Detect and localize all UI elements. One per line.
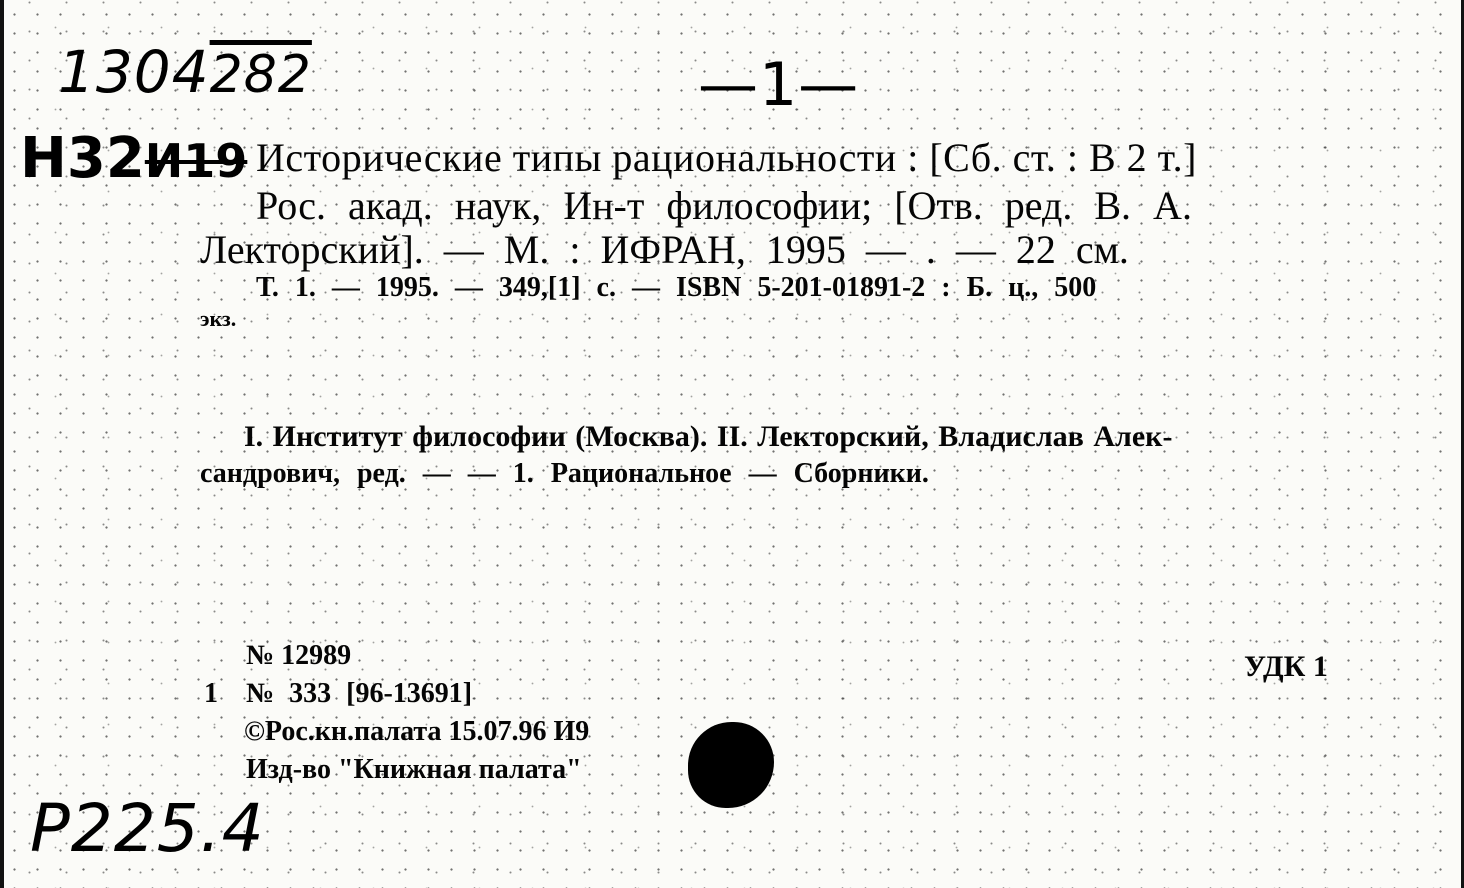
ink-blot xyxy=(688,722,774,808)
publisher-line: Изд-во "Книжная палата" xyxy=(246,754,582,785)
handwritten-number-sub: 282 xyxy=(209,45,312,105)
handwritten-page-mark: —1— xyxy=(698,50,860,120)
tracings-line-1: I. Институт философии (Москва). II. Лекторский, Владислав Алек- xyxy=(244,420,1173,453)
entry-volume-line-cont: экз. xyxy=(200,306,237,331)
tracings-line-2: сандрович, ред. — — 1. Рациональное — Сборники. xyxy=(200,458,929,489)
order-number: № 333 [96-13691] xyxy=(246,678,473,709)
copy-mark: 1 xyxy=(204,678,218,709)
entry-line-2: Рос. акад. наук, Ин-т философии; [Отв. ред. В. А. xyxy=(256,183,1192,228)
udc-code: УДК 1 xyxy=(1244,650,1328,683)
book-chamber-stamp: ©Рос.кн.палата 15.07.96 И9 xyxy=(244,716,590,747)
handwritten-number-main: 1304 xyxy=(58,38,210,106)
entry-line-3: Лекторский]. — М. : ИФРАН, 1995 — . — 22 см. xyxy=(200,227,1129,272)
shelf-mark-struck: И19 xyxy=(144,134,248,188)
handwritten-shelf-mark xyxy=(20,126,247,191)
handwritten-call-number: Р225.4 xyxy=(30,790,265,867)
shelf-mark-code: Н32 xyxy=(20,126,145,191)
card-number: № 12989 xyxy=(246,640,352,671)
entry-volume-line: Т. 1. — 1995. — 349,[1] с. — ISBN 5-201-01891-2 : Б. ц., 500 xyxy=(256,272,1097,303)
handwritten-number xyxy=(58,38,312,106)
entry-title-line: Исторические типы рациональности : [Сб. ст. : В 2 т.] xyxy=(256,135,1197,180)
